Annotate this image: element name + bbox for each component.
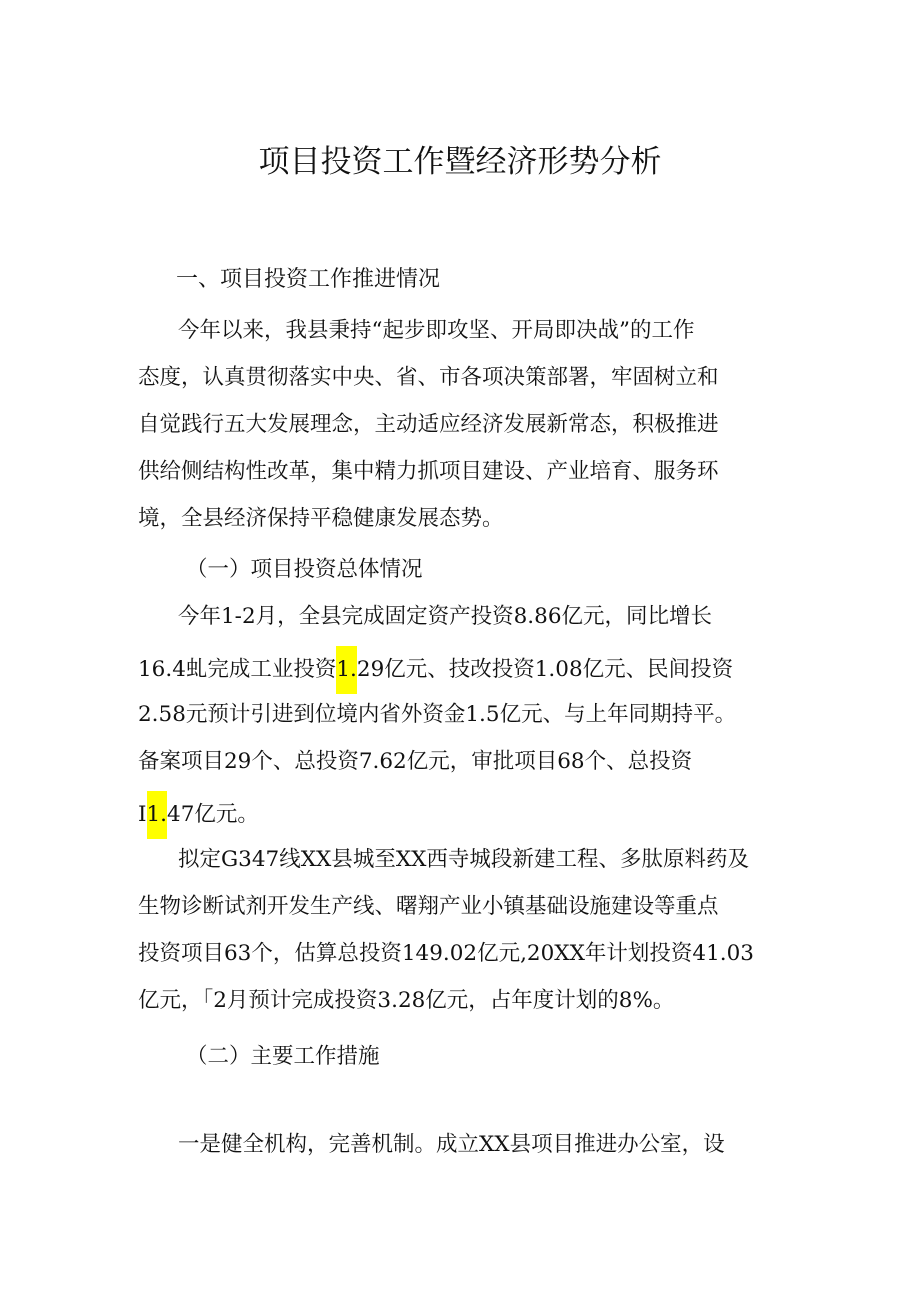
highlighted-text: 1. xyxy=(336,646,357,694)
paragraph-line: 亿元，「2月预计完成投资3.28亿元，占年度计划的8%。 xyxy=(138,988,675,1013)
paragraph-line: 今年以来，我县秉持“起步即攻坚、开局即决战”的工作 xyxy=(178,318,695,343)
text-segment: 47亿元。 xyxy=(167,802,259,827)
paragraph-line: 备案项目29个、总投资7.62亿元，审批项目68个、总投资 xyxy=(138,749,693,774)
paragraph-line: 拟定G347线XX县城至XX西寺城段新建工程、多肽原料药及 xyxy=(178,847,749,872)
highlighted-text: 1. xyxy=(147,791,168,839)
text-segment: 16.4虬完成工业投资 xyxy=(138,657,337,682)
paragraph-line: 投资项目63个，估算总投资149.02亿元,20XX年计划投资41.03 xyxy=(138,941,754,966)
paragraph-line: 一是健全机构，完善机制。成立XX县项目推进办公室，设 xyxy=(178,1132,725,1157)
paragraph-line: 今年1-2月，全县完成固定资产投资8.86亿元，同比增长 xyxy=(178,604,712,629)
paragraph-line: 2.58元预计引进到位境内省外资金1.5亿元、与上年同期持平。 xyxy=(138,702,737,727)
paragraph-line: 生物诊断试剂开发生产线、曙翔产业小镇基础设施建设等重点 xyxy=(138,894,719,919)
text-segment: 29亿元、技改投资1.08亿元、民间投资 xyxy=(356,657,734,682)
paragraph-line xyxy=(138,791,259,839)
subsection-heading: （一）项目投资总体情况 xyxy=(186,557,423,582)
paragraph-line: 自觉践行五大发展理念，主动适应经济发展新常态，积极推进 xyxy=(138,412,719,437)
paragraph-line: 供给侧结构性改革，集中精力抓项目建设、产业培育、服务环 xyxy=(138,459,719,484)
paragraph-line: 态度，认真贯彻落实中央、省、市各项决策部署，牢固树立和 xyxy=(138,365,719,390)
document-title: 项目投资工作暨经济形势分析 xyxy=(258,144,662,180)
subsection-heading: （二）主要工作措施 xyxy=(186,1044,380,1069)
section-heading: 一、项目投资工作推进情况 xyxy=(176,267,441,292)
paragraph-line: 境，全县经济保持平稳健康发展态势。 xyxy=(138,506,504,531)
text-segment: I xyxy=(138,802,147,827)
paragraph-line xyxy=(138,646,733,694)
